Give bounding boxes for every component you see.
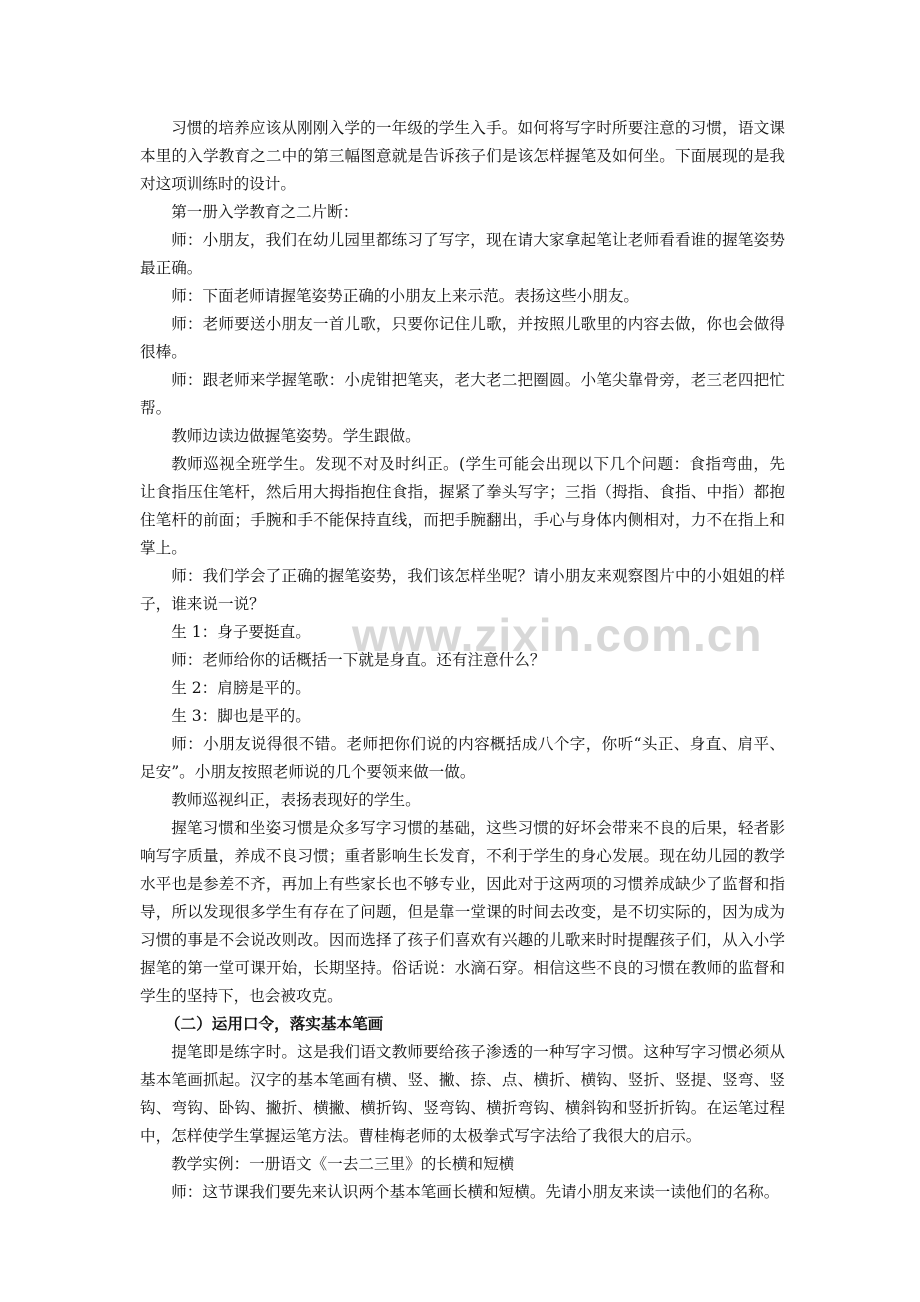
paragraph: 生 1：身子要挺直。 xyxy=(171,623,311,641)
paragraph: 师：跟老师来学握笔歌：小虎钳把笔夹，老大老二把圈圆。小笔尖靠骨旁，老三老四把忙帮。 xyxy=(140,371,785,417)
paragraph: 教学实例：一册语文《一去二三里》的长横和短横 xyxy=(171,1155,515,1173)
paragraph: 习惯的培养应该从刚刚入学的一年级的学生入手。如何将写字时所要注意的习惯，语文课本里的入学教育之二中的第三幅图意就是告诉孩子们是该怎样握笔及如何坐。下面展现的是我对这项训练时的设计。 xyxy=(140,119,785,193)
paragraph: 握笔习惯和坐姿习惯是众多写字习惯的基础，这些习惯的好坏会带来不良的后果，轻者影响写字质量，养成不良习惯；重者影响生长发育，不利于学生的身心发展。现在幼儿园的教学水平也是参差不齐，再加上有些家长也不够专业，因此对于这两项的习惯养成缺少了监督和指导，所以发现很多学生有存在了问题，但是靠一堂课的时间去改变，是不切实际的，因为成为习惯的事是不会说改则改。因而选择了孩子们喜欢有兴趣的儿歌来时时提醒孩子们，从入小学握笔的第一堂可课开始，长期坚持。俗话说：水滴石穿。相信这些不良的习惯在教师的监督和学生的坚持下，也会被攻克。 xyxy=(140,819,785,1005)
document-body xyxy=(140,114,785,1206)
paragraph: 生 3：脚也是平的。 xyxy=(171,707,311,725)
paragraph: 第一册入学教育之二片断： xyxy=(171,203,359,221)
paragraph: 生 2：肩膀是平的。 xyxy=(171,679,311,697)
paragraph: 教师巡视全班学生。发现不对及时纠正。(学生可能会出现以下几个问题：食指弯曲，先让食指压住笔杆，然后用大拇指抱住食指，握紧了拳头写字；三指（拇指、食指、中指）都抱住笔杆的前面；手腕和手不能保持直线，而把手腕翻出，手心与身体内侧相对，力不在指上和掌上。 xyxy=(140,455,785,557)
paragraph: 师：这节课我们要先来认识两个基本笔画长横和短横。先请小朋友来读一读他们的名称。 xyxy=(171,1183,780,1201)
section-heading: （二）运用口令，落实基本笔画 xyxy=(164,1014,384,1033)
paragraph: 师：老师给你的话概括一下就是身直。还有注意什么？ xyxy=(171,651,546,669)
paragraph: 师：老师要送小朋友一首儿歌，只要你记住儿歌，并按照儿歌里的内容去做，你也会做得很棒。 xyxy=(140,315,785,361)
paragraph: 教师边读边做握笔姿势。学生跟做。 xyxy=(171,427,421,445)
paragraph: 提笔即是练字时。这是我们语文教师要给孩子渗透的一种写字习惯。这种写字习惯必须从基本笔画抓起。汉字的基本笔画有横、竖、撇、捺、点、横折、横钩、竖折、竖提、竖弯、竖钩、弯钩、卧钩、撇折、横撇、横折钩、竖弯钩、横折弯钩、横斜钩和竖折折钩。在运笔过程中，怎样使学生掌握运笔方法。曹桂梅老师的太极拳式写字法给了我很大的启示。 xyxy=(140,1043,785,1145)
watermark: www.zixin.com.cn xyxy=(352,609,763,661)
paragraph: 教师巡视纠正，表扬表现好的学生。 xyxy=(171,791,421,809)
paragraph: 师：我们学会了正确的握笔姿势，我们该怎样坐呢？请小朋友来观察图片中的小姐姐的样子，谁来说一说？ xyxy=(140,567,785,613)
paragraph: 师：小朋友说得很不错。老师把你们说的内容概括成八个字，你听“头正、身直、肩平、足安”。小朋友按照老师说的几个要领来做一做。 xyxy=(140,735,785,781)
paragraph: 师：下面老师请握笔姿势正确的小朋友上来示范。表扬这些小朋友。 xyxy=(171,287,640,305)
paragraph: 师：小朋友，我们在幼儿园里都练习了写字，现在请大家拿起笔让老师看看谁的握笔姿势最正确。 xyxy=(140,231,785,277)
